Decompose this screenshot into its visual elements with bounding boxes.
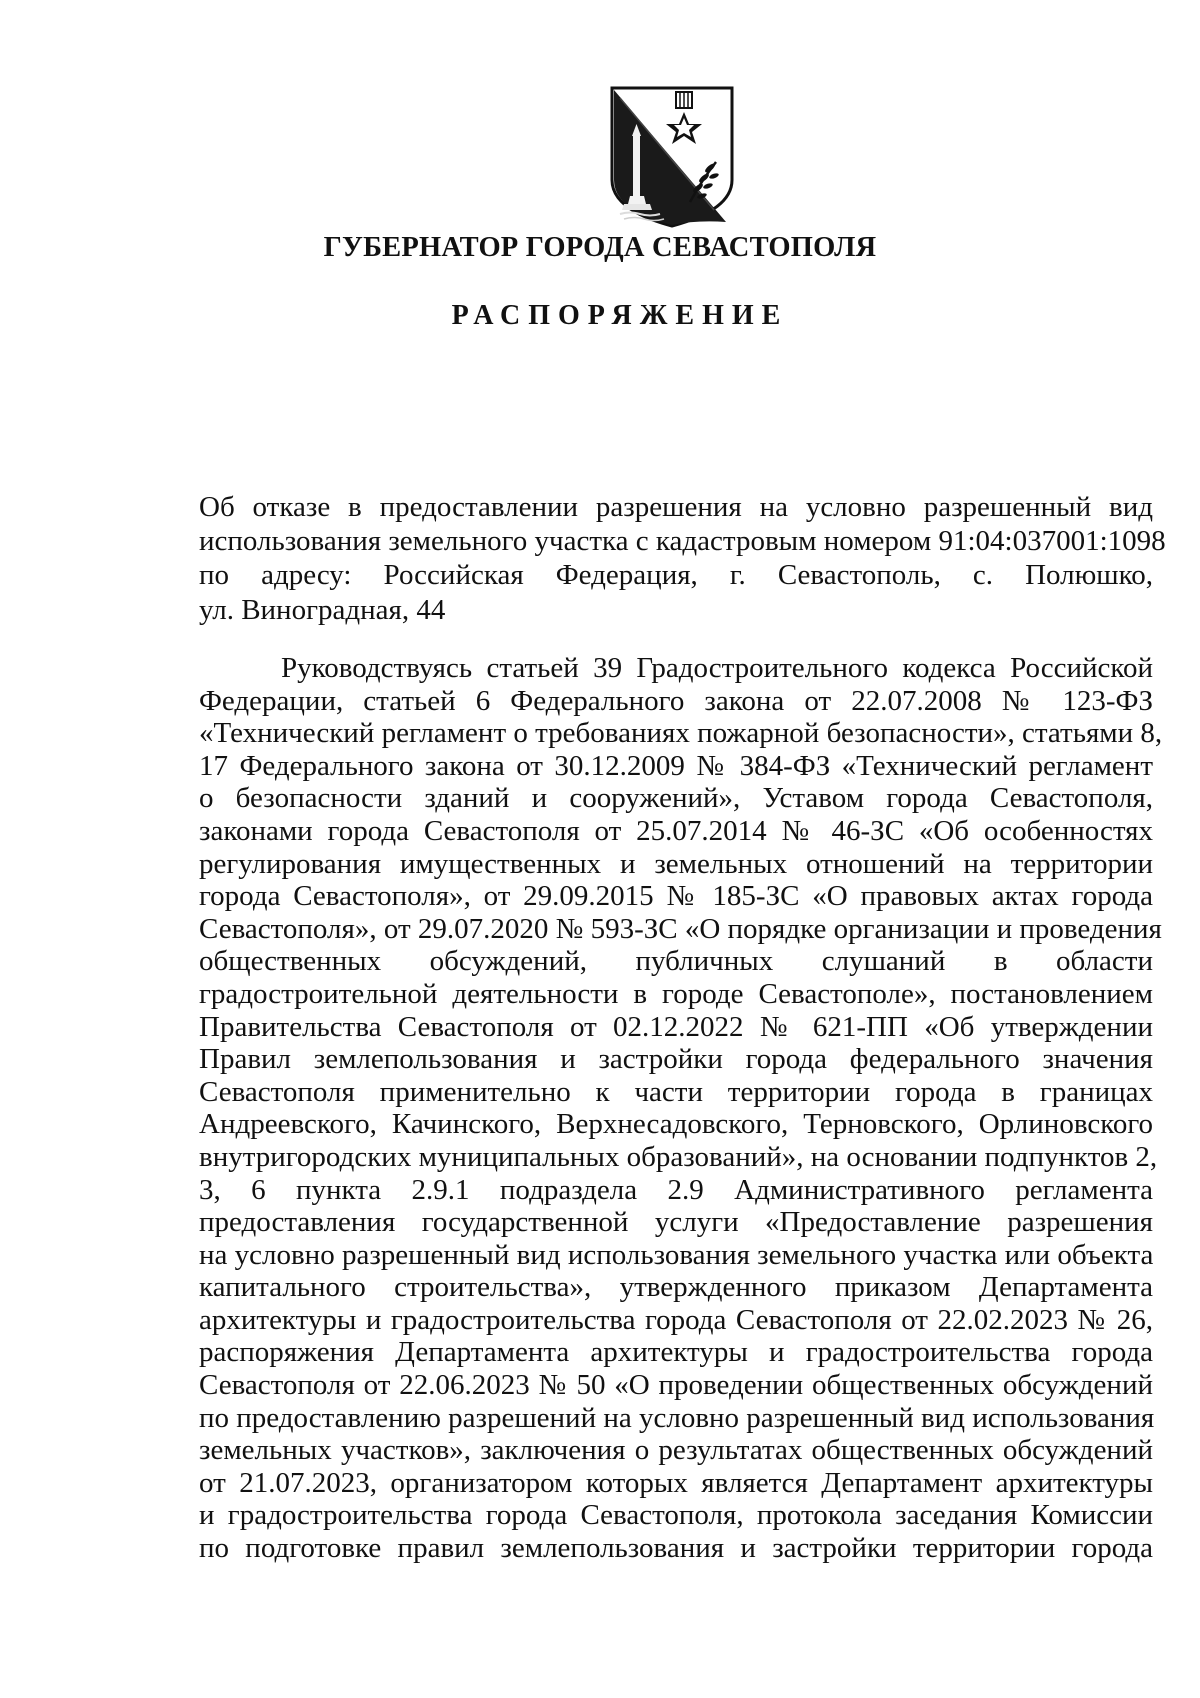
body-line: и градостроительства города Севастополя, протокола заседания Комиссии: [199, 1499, 1153, 1532]
body-line: Севастополя», от 29.07.2020 № 593-ЗС «О порядке организации и проведения: [199, 912, 1162, 945]
body-line: Правил землепользования и застройки города федерального значения: [199, 1043, 1153, 1076]
body-line: на условно разрешенный вид использования земельного участка или объекта: [199, 1238, 1154, 1271]
body-line: Севастополя от 22.06.2023 № 50 «О проведении общественных обсуждений: [199, 1369, 1153, 1402]
body-line: Андреевского, Качинского, Верхнесадовского, Терновского, Орлиновского: [199, 1108, 1153, 1141]
body-line: «Технический регламент о требованиях пожарной безопасности», статьями 8,: [199, 717, 1163, 750]
body-line: по подготовке правил землепользования и застройки территории города: [199, 1532, 1153, 1565]
body-line: 3, 6 пункта 2.9.1 подраздела 2.9 Административного регламента: [199, 1173, 1153, 1206]
body-line: законами города Севастополя от 25.07.2014 № 46-ЗС «Об особенностях: [199, 814, 1153, 847]
body-line: распоряжения Департамента архитектуры и градостроительства города: [199, 1336, 1153, 1369]
subject-line: ул. Виноградная, 44: [199, 593, 446, 626]
body-line: Правительства Севастополя от 02.12.2022 № 621-ПП «Об утверждении: [199, 1010, 1153, 1043]
body-line: Федерации, статьей 6 Федерального закона от 22.07.2008 № 123-ФЗ: [199, 684, 1153, 717]
body-line: города Севастополя», от 29.09.2015 № 185-ЗС «О правовых актах города: [199, 880, 1153, 913]
body-line: 17 Федерального закона от 30.12.2009 № 384-ФЗ «Технический регламент: [199, 749, 1153, 782]
body-line: градостроительной деятельности в городе Севастополе», постановлением: [199, 977, 1153, 1010]
body-line: от 21.07.2023, организатором которых является Департамент архитектуры: [199, 1466, 1153, 1499]
subject-line: использования земельного участка с кадастровым номером 91:04:037001:1098: [199, 525, 1166, 558]
document-body: [199, 652, 1163, 1565]
subject-line: по адресу: Российская Федерация, г. Севастополь, с. Полюшко,: [199, 559, 1153, 592]
body-line: земельных участков», заключения о результатах общественных обсуждений: [199, 1434, 1153, 1467]
subject-line: Об отказе в предоставлении разрешения на условно разрешенный вид: [199, 491, 1153, 523]
body-line: предоставления государственной услуги «Предоставление разрешения: [199, 1206, 1153, 1239]
body-line: капитального строительства», утвержденного приказом Департамента: [199, 1271, 1153, 1304]
body-line: архитектуры и градостроительства города Севастополя от 22.02.2023 № 26,: [199, 1303, 1153, 1336]
issuing-authority: ГУБЕРНАТОР ГОРОДА СЕВАСТОПОЛЯ: [323, 232, 877, 263]
body-line: по предоставлению разрешений на условно разрешенный вид использования: [199, 1401, 1155, 1434]
body-line: о безопасности зданий и сооружений», Уставом города Севастополя,: [199, 782, 1153, 815]
body-line: общественных обсуждений, публичных слушаний в области: [199, 945, 1153, 978]
body-line: Руководствуясь статьей 39 Градостроительного кодекса Российской: [281, 652, 1153, 684]
body-line: внутригородских муниципальных образований», на основании подпунктов 2,: [199, 1140, 1158, 1173]
body-line: Севастополя применительно к части территории города в границах: [199, 1075, 1153, 1108]
body-line: регулирования имущественных и земельных отношений на территории: [199, 847, 1153, 880]
document-type: РАСПОРЯЖЕНИЕ: [451, 300, 789, 331]
sevastopol-coat-of-arms-icon: [606, 84, 738, 230]
document-subject: [199, 490, 1166, 627]
